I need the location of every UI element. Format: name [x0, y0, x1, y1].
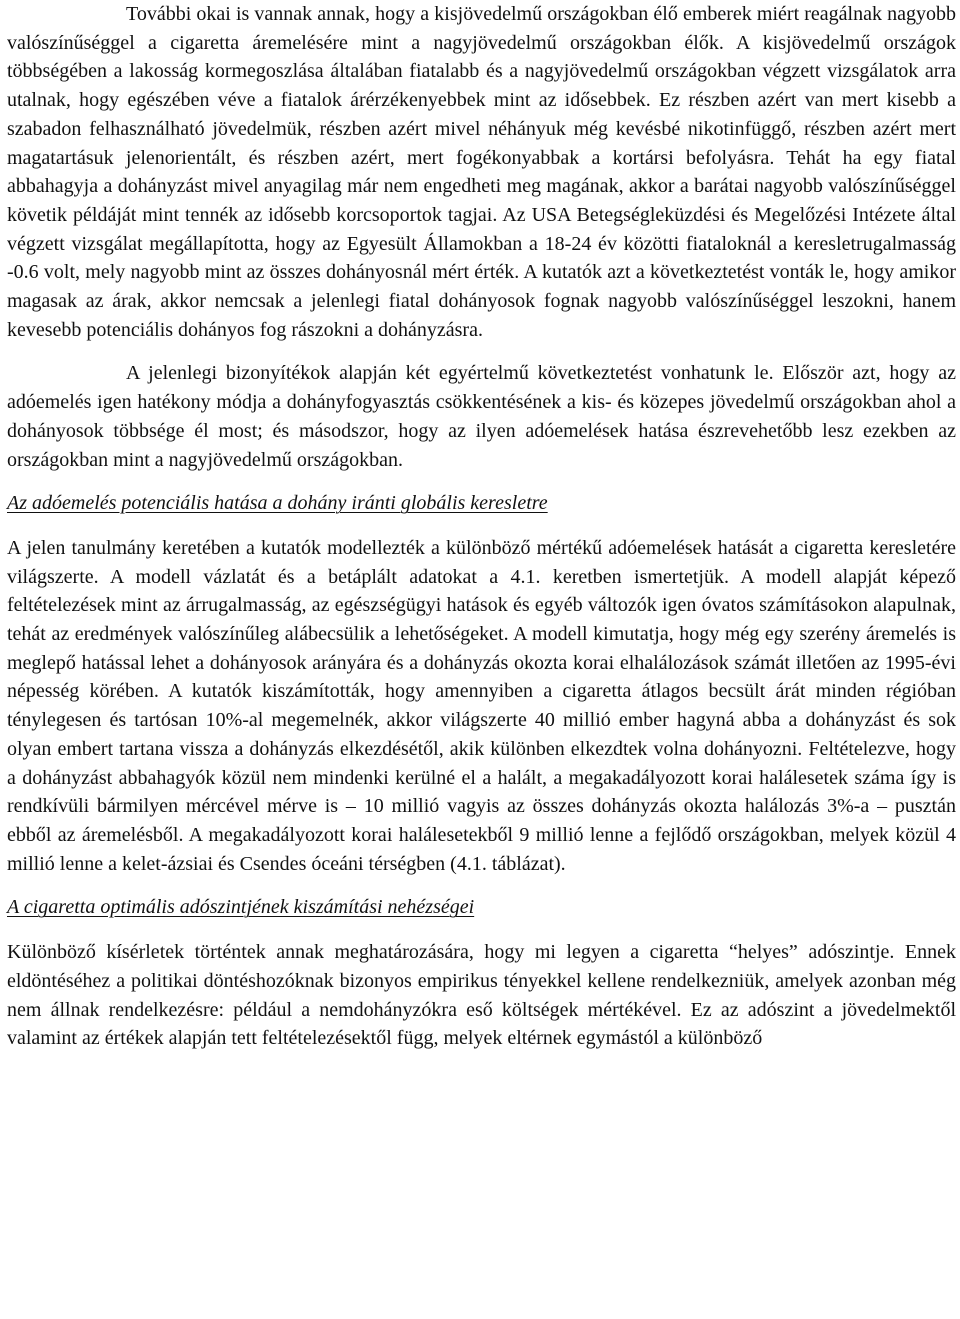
- paragraph-model-results: A jelen tanulmány keretében a kutatók modellezték a különböző mértékű adóemelések hatását a cigaretta keresletére világszerte. A modell vázlatát és a betáplált adatokat a 4.1. keretben ismertetjük. A modell alapját képező feltételezések mint az árrugalmasság, az egészségügyi hatások és egyéb változók igen óvatos számításokon alapulnak, tehát az eredmények valószínűleg alábecsülik a lehetőségeket. A modell kimutatja, hogy még egy szerény áremelés is meglepő hatással lehet a dohányosok arányára és a dohányzás okozta korai elhalálozások számát illetően az 1995-évi népesség körében. A kutatók kiszámították, hogy amennyiben a cigaretta átlagos becsült árát minden régióban ténylegesen és tartósan 10%-al megemelnék, akkor világszerte 40 millió ember hagyná abba a dohányzást és sok olyan embert tartana vissza a dohányzás elkezdésétől, akik különben elkezdtek volna dohányozni. Feltételezve, hogy a dohányzást abbahagyók közül nem mindenki kerülné el a halált, a megakadályozott korai halálesetek száma így is rendkívüli bármilyen mércével mérve is – 10 millió vagyis az összes dohányzás okozta halálozás 3%-a – pusztán ebből az áremelésből. A megakadályozott korai halálesetekből 9 millió lenne a fejlődő országokban, melyek közül 4 millió lenne a kelet-ázsiai és Csendes óceáni térségben (4.1. táblázat).: [7, 536, 956, 875]
- paragraph-conclusions: A jelenlegi bizonyítékok alapján két egyértelmű következtetést vonhatunk le. Először azt, hogy az adóemelés igen hatékony módja a dohányfogyasztás csökkentésének a kis- és közepes jövedelmű országokban ahol a dohányosok többsége él most; és másodszor, hogy az ilyen adóemelések hatása észrevehetőbb lesz ezekben az országokban mint a nagyjövedelmű országokban.: [7, 362, 956, 471]
- section-heading-optimal-tax: A cigaretta optimális adószintjének kiszámítási nehézségei: [7, 896, 475, 919]
- paragraph-optimal-tax: Különböző kísérletek történtek annak meghatározására, hogy mi legyen a cigaretta “helyes” adószintje. Ennek eldöntéséhez a politikai döntéshozóknak bizonyos empirikus tényekkel kellene rendelkezniük, amelyek azonban még nem állnak rendelkezésre: például a nemdohányzókra eső költségek mértékével. Ez az adószint a jövedelmektől valamint az értékek alapján tett feltételezésektől függ, melyek eltérnek egymástól a különböző: [7, 941, 956, 1050]
- section-heading-global-demand: Az adóemelés potenciális hatása a dohány iránti globális keresletre: [7, 492, 548, 515]
- paragraph-young-smokers-price-sensitivity: További okai is vannak annak, hogy a kisjövedelmű országokban élő emberek miért reagálnak nagyobb valószínűséggel a cigaretta áremelésére mint a nagyjövedelmű országokban élők. A kisjövedelmű országok többségében a lakosság kormegoszlása általában fiatalabb és a nagyjövedelmű országokban végzett vizsgálatok arra utalnak, hogy egészében véve a fiatalok árérzékenyebbek mint az idősebbek. Ez részben azért van mert kisebb a szabadon felhasználható jövedelmük, részben azért mivel néhányuk még kevésbé nikotinfüggő, részben azért mert magatartásuk jelenorientált, és részben azért, mert fogékonyabbak a kortársi befolyásra. Tehát ha egy fiatal abbahagyja a dohányzást mivel anyagilag már nem engedheti meg magának, akkor a barátai nagyobb valószínűséggel követik példáját mint tennék az idősebb korcsoportok tagjai. Az USA Betegségleküzdési és Megelőzési Intézete által végzett vizsgálat megállapította, hogy az Egyesült Államokban a 18-24 év közötti fiataloknál a keresletrugalmasság -0.6 volt, mely nagyobb mint az összes dohányosnál mért érték. A kutatók azt a következtetést vonták le, hogy amikor magasak az árak, akkor nemcsak a jelenlegi fiatal dohányosok fognak nagyobb valószínűséggel leszokni, hanem kevesebb potenciális dohányos fog rászokni a dohányzásra.: [7, 3, 956, 341]
